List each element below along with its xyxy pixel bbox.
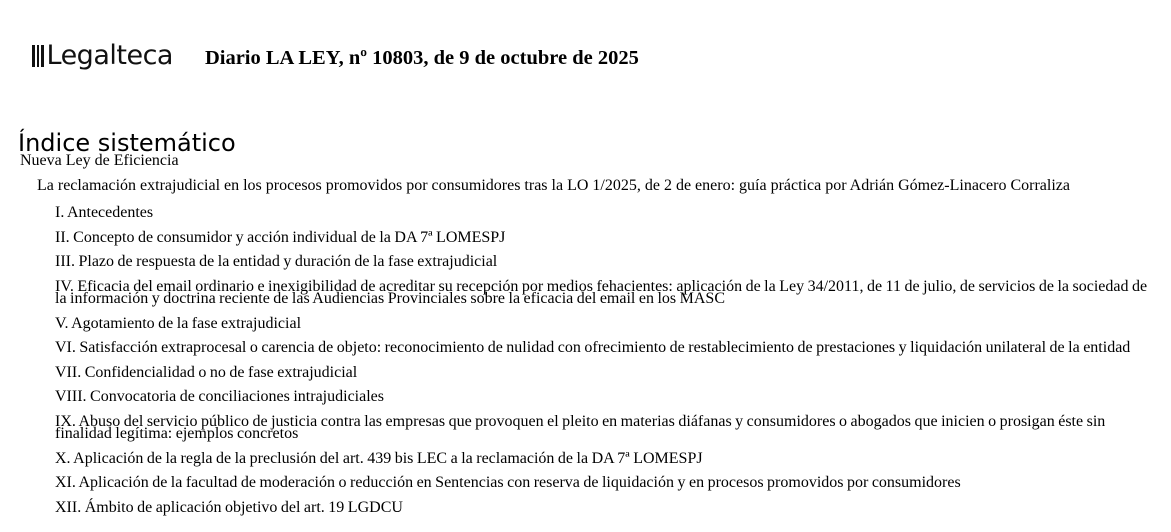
publication-title: Diario LA LEY, nº 10803, de 9 de octubre de 2025 <box>204 46 639 69</box>
toc-item[interactable]: IV. Eficacia del email ordinario e inexigibilidad de acreditar su recepción por medios fehacientes: aplicación de la Ley 34/2011, de 11 de julio, de servicios de la sociedad de la información y doctrina reciente de las Audiencias Provinciales sobre la eficacia del email en los MASC <box>55 277 1148 307</box>
toc-item[interactable]: VI. Satisfacción extraprocesal o carencia de objeto: reconocimiento de nulidad con ofrecimiento de restablecimiento de prestaciones y liquidación unilateral de la entidad <box>55 339 1131 356</box>
toc-article[interactable]: La reclamación extrajudicial en los procesos promovidos por consumidores tras la LO 1/2025, de 2 de enero: guía práctica por Adrián Gómez-Linacero Corraliza <box>37 177 1070 194</box>
toc-item[interactable]: II. Concepto de consumidor y acción individual de la DA 7ª LOMESPJ <box>55 228 506 246</box>
logo-bars-icon <box>32 43 46 67</box>
toc-item[interactable]: VIII. Convocatoria de conciliaciones intrajudiciales <box>55 388 384 405</box>
toc-item[interactable]: IX. Abuso del servicio público de justicia contra las empresas que provoquen el pleito en materias diáfanas y consumidores o abogados que inicien o prosigan éste sin finalidad legítima: ejemplos concretos <box>55 412 1106 442</box>
toc-list <box>55 201 1155 520</box>
toc-item[interactable]: XI. Aplicación de la facultad de moderación o reducción en Sentencias con reserva de liquidación y en procesos promovidos por consumidores <box>55 474 961 491</box>
logo-text: Legalteca <box>46 39 173 71</box>
page-title: Índice sistemático <box>18 129 236 158</box>
toc-item[interactable]: XII. Ámbito de aplicación objetivo del art. 19 LGDCU <box>55 498 403 516</box>
toc-item[interactable]: V. Agotamiento de la fase extrajudicial <box>55 314 302 332</box>
legalteca-logo[interactable] <box>32 39 173 71</box>
toc-item[interactable]: I. Antecedentes <box>55 204 154 221</box>
toc-item[interactable]: III. Plazo de respuesta de la entidad y duración de la fase extrajudicial <box>55 253 498 270</box>
header <box>32 38 639 72</box>
toc-section[interactable]: Nueva Ley de Eficiencia <box>20 152 179 169</box>
toc-item[interactable]: X. Aplicación de la regla de la preclusión del art. 439 bis LEC a la reclamación de la DA 7ª LOMESPJ <box>55 449 703 467</box>
toc-item[interactable]: VII. Confidencialidad o no de fase extrajudicial <box>55 363 358 381</box>
